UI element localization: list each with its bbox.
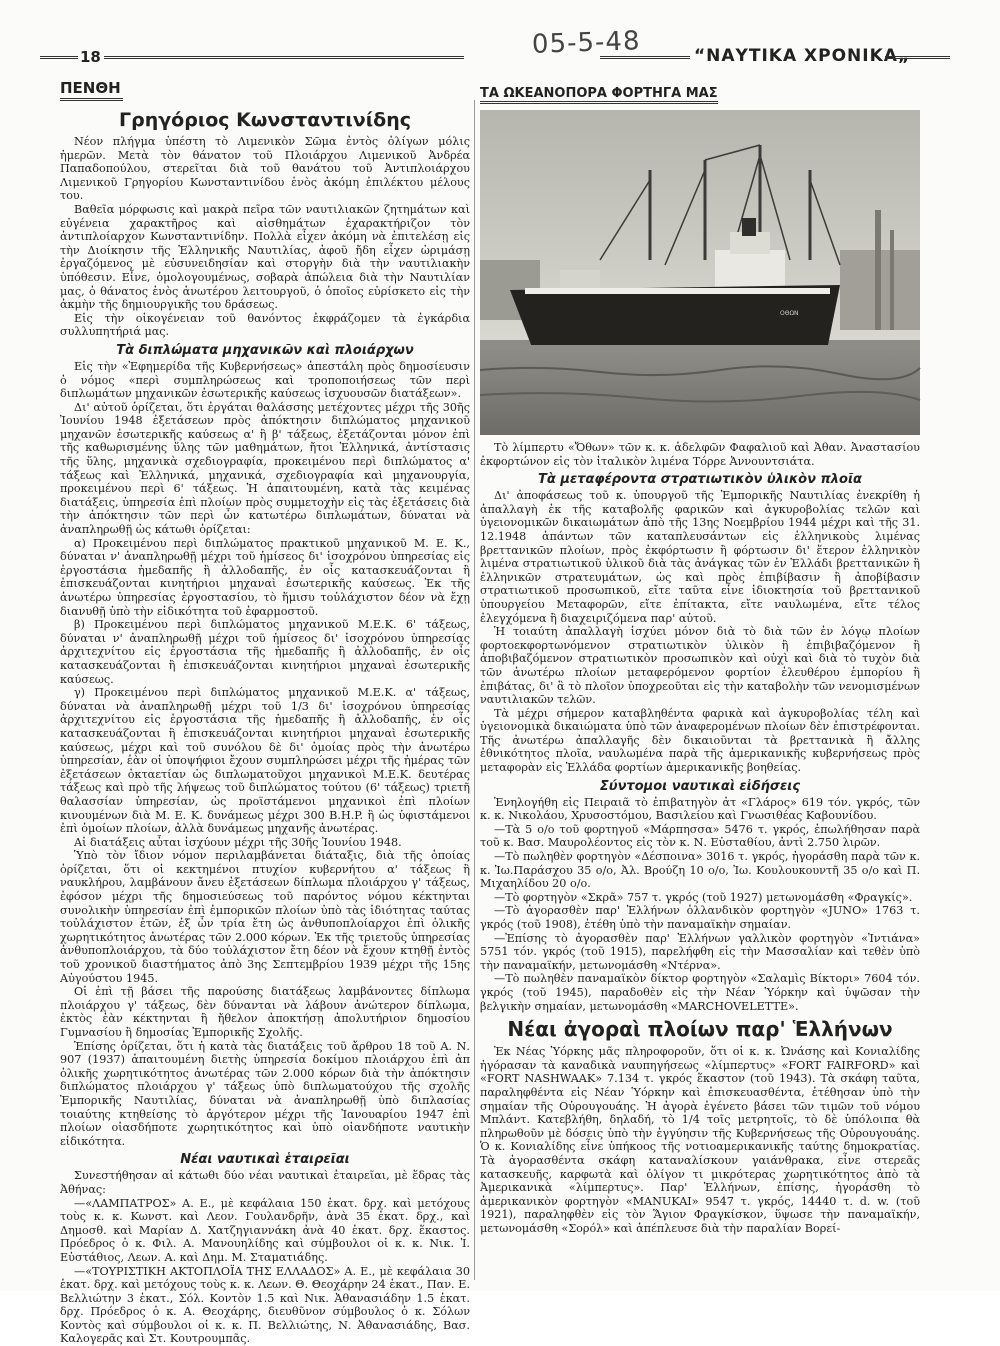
military-paragraph: Τὰ μέχρι σήμερον καταβληθέντα φαρικὰ καὶ ἀγκυροβολίας τέλη καὶ ὑγειονομικὰ δικαιώματα ὑπὸ τῶν ἀναφερομένων πλοίων δὲν ἐπιστρέφονται. Τῆς ἀνωτέρω ἀπαλλαγῆς δὲν δικαιοῦνται τὰ βρεττανικὰ ἢ ἄλλης ἐθνικότητος πλοῖα, ναυλωμένα παρὰ τῆς ἀμερικανικῆς κυβερνήσεως πρὸς μεταφορὰν εἰς Ἑλλάδα φορτίων ἀμερικανικῆς βοηθείας. xyxy=(480,707,920,775)
diplomas-paragraph: Οἱ ἐπὶ τῇ βάσει τῆς παρούσης διατάξεως λαμβάνοντες δίπλωμα πλοιάρχου γ' τάξεως, δὲν δύνανται νὰ λάβουν ἀνώτερον δίπλωμα, ἐκτὸς ἐὰν κέκτηνται ἢ ἤθελον ἀποκτήσῃ ἀπολυτήριον δημοσίου Γυμνασίου ἢ δημοσίας Ἐμπορικῆς Σχολῆς. xyxy=(60,985,470,1039)
companies-paragraph: —«ΤΟΥΡΙΣΤΙΚΗ ΑΚΤΟΠΛΟΪΑ ΤΗΣ ΕΛΛΑΔΟΣ» Α. Ε., μὲ κεφάλαια 30 ἑκατ. δρχ. καὶ μετόχους τοὺς κ. κ. Λεων. Θ. Θεοχάρην 24 ἑκατ., Παν. Ε. Βελλιώτην 3 ἑκατ., Σόλ. Κοντὸν 1.5 καὶ Νικ. Ἀθανασιάδην 1.5 ἑκατ. δρχ. Πρόεδρος ὁ κ. Α. Θεοχάρης, διευθῦνον σύμβουλος ὁ κ. Σόλων Κοντὸς καὶ σύμβουλοι οἱ κ. κ. Π. Βελλιώτης, Ν. Ἀθανασιάδης, Βασ. Καλογερᾶς καὶ Στ. Κουτρουμπᾶς. xyxy=(60,1265,470,1346)
diplomas-paragraph: Αἱ διατάξεις αὗται ἰσχύουν μέχρι τῆς 30ῆς Ἰουνίου 1948. xyxy=(60,836,470,850)
header-rule xyxy=(104,56,464,59)
diplomas-paragraph: Ὑπὸ τὸν ἴδιον νόμον περιλαμβάνεται διάταξις, διὰ τῆς ὁποίας ὁρίζεται, ὅτι οἱ κεκτημένοι πτυχίον κυβερνήτου α' τάξεως ἢ ναυκλήρου, λαμβάνουν ἄνευ ἐξετάσεων δίπλωμα πλοιάρχου γ' τάξεως, ἐφόσον μέχρι τῆς δημοσιεύσεως τοῦ παρόντος νόμου κέκτηνται συνολικὴν ὑπηρεσίαν ἐπὶ ἐμπορικῶν πλοίων ὑπὸ τὰς ἰδιότητας ταύτας τοὐλάχιστον ἐτῶν, ἐξ ὧν τρία ἔτη ὡς ἀνθυποπλοίαρχοι ἐπὶ ὁλικῆς χωρητικότητος ἀνωτέρας τῶν 2.000 κόρων. Ἐκ τῆς τριετοῦς ὑπηρεσίας ἀνθυποπλοιάρχου, τὰ δύο τοὐλάχιστον ἔτη δέον νὰ ἔχουν κτηθῇ ἐντὸς τοῦ χρονικοῦ διαστήματος ἀπὸ 3ης Σεπτεμβρίου 1939 μέχρι τῆς 15ης Αὐγούστου 1945. xyxy=(60,849,470,985)
liberty-ship-image xyxy=(480,110,920,435)
news-paragraph: —Ἐπίσης τὸ ἀγορασθὲν παρ' Ἑλλήνων γαλλικὸν φορτηγὸν «Ἰντιάνα» 5751 τόν. γκρός (τοῦ 1915), παρελήφθη εἰς τὴν Μασσαλίαν καὶ τεθὲν ὑπὸ τὴν παναμαϊκήν, μετωνομάσθη «Ντέρνα». xyxy=(480,932,920,973)
news-paragraph: —Τὸ πωληθὲν παναμαϊκὸν δίκτορ φορτηγὸν «Σαλαμὶς Βίκτορι» 7604 τόν. γκρός (τοῦ 1945), παραδοθὲν εἰς τὴν Νέαν Ὑόρκην καὶ ὑψῶσαν τὴν βελγικὴν σημαίαν, μετωνομάσθη «MARCHOVELETTE». xyxy=(480,972,920,1013)
left-column xyxy=(60,78,470,1278)
news-paragraph: —Τὸ φορτηγὸν «Σκρᾶ» 757 τ. γκρός (τοῦ 1927) μετωνομάσθη «Φραγκίς». xyxy=(480,891,920,905)
purchases-title: Νέαι ἀγοραὶ πλοίων παρ' Ἑλλήνων xyxy=(480,1017,920,1041)
hull-lettering: ΟΘΩΝ xyxy=(780,310,799,317)
section-tag-penthi: ΠΕΝΘΗ xyxy=(60,79,123,101)
obituary-paragraph: Βαθεῖα μόρφωσις καὶ μακρὰ πεῖρα τῶν ναυτιλιακῶν ζητημάτων καὶ εὐγένεια χαρακτῆρος καὶ αἰσθημάτων ἐχαρακτήριζον τὸν ἀντιπλοίαρχον Κωνσταντινίδην. Πολλὰ εἶχεν ἀκόμη νὰ ἐπιτελέσῃ εἰς τὴν Διοίκησιν τῆς Ἑλληνικῆς Ναυτιλίας, ἀφοῦ ἤδη εἶχεν ὡριμάσῃ ἐργαζόμενος μὲ εὐσυνειδησίαν καὶ στοργὴν διὰ τὴν ναυτιλιακὴν ὑπόθεσιν. Εἶνε, ὁμολογουμένως, σοβαρὰ ἀπώλεια διὰ τὴν Ναυτιλίαν μας, ὁ θάνατος ἑνὸς ἀνωτέρου λειτουργοῦ, ὁ ὁποῖος εὑρίσκετο εἰς τὴν ἀκμὴν τῆς δημιουργικῆς του δράσεως. xyxy=(60,203,470,312)
right-column xyxy=(480,82,920,1282)
purchases-paragraph: Ἐκ Νέας Ὑόρκης μᾶς πληροφοροῦν, ὅτι οἱ κ. κ. Ὠνάσης καὶ Κονιαλίδης ἠγόρασαν τὰ καναδικὰ ναυπηγήσεως «λίμπερτυς» «FORT FAIRFORD» καὶ «FORT NASHWAAK» 7.134 τ. γκρός ἕκαστον (τοῦ 1943). Τὰ σκάφη ταῦτα, παραληφθέντα εἰς Νέαν Ὑόρκην καὶ ἐπισκευασθέντα, ἐτέθησαν ὑπὸ τὴν σημαίαν τῆς Οὐρουγουάης. Ἡ ἀγορὰ ἐγένετο βάσει τῶν τιμῶν τοῦ νόμου Μπλάντ. Κατεβλήθη, δηλαδή, τὸ 1/4 τοῖς μετρητοῖς, τὸ δὲ ὑπόλοιπα θὰ πληρωθοῦν μὲ δόσεις ὑπὸ τὴν ἐγγύησιν τῆς Κυβερνήσεως τῆς Οὐρουγουάης. Ὁ κ. Κονιαλίδης εἶνε ὑπήκοος τῆς νοτιοαμερικανικῆς ταύτης δημοκρατίας. Τὰ ἀγορασθέντα σκάφη καταναλίσκουν γαιάνθρακα, εἶνε στερεᾶς κατασκευῆς, καρφωτὰ καὶ ὀλίγον τι μικρότερας χωρητικότητος ἀπὸ τὰ Ἀμερικανικὰ «λίμπερτυς». Παρ' Ἑλλήνων, ἐπίσης, ἠγοράσθη τὸ ἀμερικανικὸν φορτηγὸν «MANUKAI» 9547 τ. γκρός, 14440 τ. d. w. (τοῦ 1921), παραληφθὲν εἰς τὸν Ἅγιον Φραγκίσκον, ὕψωσε τὴν παναμαϊκήν, μετωνομάσθη «Σορόλ» καὶ ἀπέπλευσε διὰ τὴν παραλίαν Βορεί- xyxy=(480,1045,920,1235)
page-number: 18 xyxy=(80,48,101,66)
diplomas-paragraph: α) Προκειμένου περὶ διπλώματος πρακτικοῦ μηχανικοῦ Μ. Ε. Κ., δύναται ν' ἀναπληρωθῇ μέχρι τοῦ ἡμίσεος δι' ἰσοχρόνου ὑπηρεσίας εἰς ἐργοστάσια ἡμεδαπῆς ἢ ἀλλοδαπῆς, ἐν οἷς κατασκευάζονται ἢ ἐπισκευάζονται κινητήριοι μηχαναὶ ἐσωτερικῆς καύσεως. Ἐκ τῆς ἀνωτέρω ὑπηρεσίας ἐργοστασίου, τὸ ἥμισυ τοὐλάχιστον δέον νὰ ἔχῃ διανυθῇ ὑπὸ τὴν εἰδικότητα τοῦ ἐφαρμοστοῦ. xyxy=(60,537,470,619)
military-title: Τὰ μεταφέροντα στρατιωτικὸν ὑλικὸν πλοῖα xyxy=(480,472,920,487)
ship-photo xyxy=(480,110,920,435)
header-rule xyxy=(600,56,690,59)
column-divider xyxy=(474,100,475,1280)
companies-paragraph: —«ΛΑΜΠΑΤΡΟΣ» Α. Ε., μὲ κεφάλαια 150 ἑκατ. δρχ. καὶ μετόχους τοὺς κ. κ. Κωνστ. καὶ Λεον. Γουλανδρῆν, ἀνὰ 35 ἑκατ. δρχ., καὶ Δημοσθ. καὶ Μαρίαν Δ. Χατζηγιαννάκη ἀνὰ 40 ἑκατ. δρχ. ἕκαστος. Πρόεδρος ὁ κ. Φιλ. Α. Μανουηλίδης καὶ σύμβουλοι οἱ κ. κ. Νικ. Ἰ. Εὐστάθιος, Λεων. Α. καὶ Δημ. Μ. Σταματιάδης. xyxy=(60,1197,470,1265)
news-paragraph: —Τὸ ἀγορασθὲν παρ' Ἑλλήνων ὁλλανδικὸν φορτηγὸν «JUNO» 1763 τ. γκρός (τοῦ 1908), ἐτέθη ὑπὸ τὴν παναμαϊκὴν σημαίαν. xyxy=(480,904,920,931)
news-paragraph: —Τὸ πωληθὲν φορτηγὸν «Δέσποινα» 3016 τ. γκρός, ἠγοράσθη παρὰ τῶν κ. κ. Ἰω.Παράσχου 35 ο/ο, Ἀλ. Βρούζη 10 ο/ο, Ἰω. Κουλουκουντῆ 35 ο/ο καὶ Π. Μιχαηλίδου 20 ο/ο. xyxy=(480,850,920,891)
header-rule xyxy=(40,56,78,59)
obituary-paragraph: Εἰς τὴν οἰκογένειαν τοῦ θανόντος ἐκφράζομεν τὰ ἐγκάρδια συλλυπητήριά μας. xyxy=(60,312,470,339)
military-paragraph: Ἡ τοιαύτη ἀπαλλαγὴ ἰσχύει μόνον διὰ τὸ διὰ τῶν ἐν λόγῳ πλοίων φορτοεκφορτωνόμενον στρατιωτικὸν ὑλικὸν ἢ ἐπιβιβαζόμενον ἢ ἀποβιβαζόμενον στρατιωτικὸν προσωπικὸν καὶ οὐχὶ καὶ διὰ τὸ τυχὸν διὰ τῶν ἀνωτέρω πλοίων μεταφερόμενον φορτίον ἐλευθέρου ἐμπορίου ἢ ἐπιβάτας, δι' ἃ τὸ πλοῖον ὑποχρεοῦται εἰς τὴν καταβολὴν τῶν νενομισμένων ναυτιλιακῶν τελῶν. xyxy=(480,625,920,707)
companies-paragraph: Συνεστήθησαν αἱ κάτωθι δύο νέαι ναυτικαὶ ἑταιρεῖαι, μὲ ἕδρας τὰς Ἀθήνας: xyxy=(60,1169,470,1196)
news-paragraph: —Τὰ 5 ο/ο τοῦ φορτηγοῦ «Μάρπησσα» 5476 τ. γκρός, ἐπωλήθησαν παρὰ τοῦ κ. Βασ. Μαυρολέοντος εἰς τὸν κ. Ν. Εὐσταθίου, ἀντὶ 2.750 λιρῶν. xyxy=(480,823,920,850)
diplomas-paragraph: Δι' αὐτοῦ ὁρίζεται, ὅτι ἐργάται θαλάσσης μετέχοντες μέχρι τῆς 30ῆς Ἰουνίου 1948 ἐξετάσεων πρὸς ἀπόκτησιν διπλώματος μηχανικοῦ μηχανῶν ἐσωτερικῆς καύσεως α' ἢ β' τάξεως, ἐξετάζονται μόνον ἐπὶ τῆς καθωρισμένης ὕλης τῶν μαθημάτων, ἤτοι Ἑλληνικά, ἀντίστασις τῆς ὕλης, μηχανικὰ σχεδιογραφία, προκειμένου περὶ διπλώματος α' τάξεως καὶ Ἑλληνικά, μηχανικά, σχεδιογραφία καὶ μηχανουργία, προκειμένου περὶ 6' τάξεως. Ἡ ἀπαιτουμένη, κατὰ τὰς κειμένας διατάξεις, ὑπηρεσία ἐπὶ πλοίων πρὸς συμμετοχὴν εἰς τὰς ἐξετάσεις διὰ τὴν ἀπόκτησιν τῶν περὶ ὧν κατωτέρω διπλωμάτων, δύναται νὰ ἀναπληρωθῇ ὡς κάτωθι ὁρίζεται: xyxy=(60,401,470,537)
diplomas-title: Τὰ διπλώματα μηχανικῶν καὶ πλοιάρχων xyxy=(60,343,470,358)
news-title: Σύντομοι ναυτικαὶ εἰδήσεις xyxy=(480,779,920,794)
diplomas-paragraph: Εἰς τὴν «Ἐφημερίδα τῆς Κυβερνήσεως» ἀπεστάλη πρὸς δημοσίευσιν ὁ νόμος «περὶ συμπληρώσεως καὶ τροποποιήσεως τῶν περὶ διπλωμάτων μηχανικῶν ἐσωτερικῆς καύσεως ἰσχυουσῶν διατάξεων». xyxy=(60,360,470,401)
header-rule xyxy=(885,56,950,59)
page-header xyxy=(40,40,950,70)
handwritten-date: 05-5-48 xyxy=(532,26,641,60)
photo-caption: Τὸ λίμπερτυ «Ὄθων» τῶν κ. κ. ἀδελφῶν Φαφαλιοῦ καὶ Ἀθαν. Ἀναστασίου ἐκφορτώνον εἰς τὸν ἰταλικὸν λιμένα Τόρρε Ἀννουντσιάτα. xyxy=(480,441,920,468)
companies-title: Νέαι ναυτικαὶ ἑταιρεῖαι xyxy=(60,1152,470,1167)
military-paragraph: Δι' ἀποφάσεως τοῦ κ. ὑπουργοῦ τῆς Ἐμπορικῆς Ναυτιλίας ἐνεκρίθη ἡ ἀπαλλαγὴ ἐκ τῆς καταβολῆς φαρικῶν καὶ ἀγκυροβολίας τελῶν καὶ ὑγειονομικῶν δικαιωμάτων ἀπὸ τῆς 13ης Νοεμβρίου 1944 μέχρι καὶ τῆς 31. 12.1948 ἁπάντων τῶν καταπλευσάντων εἰς ἑλληνικοὺς λιμένας βρεττανικῶν πλοίων, πρὸς ἐκφόρτωσιν ἢ φόρτωσιν δι' ἕτερον ἑλληνικὸν λιμένα στρατιωτικοῦ ὑλικοῦ διὰ τὰς ἀνάγκας τῶν ἐν Ἑλλάδι βρεττανικῶν ἢ ἑλληνικῶν στρατευμάτων, ὡς καὶ πρὸς ἐπιβίβασιν ἢ ἀποβίβασιν στρατιωτικοῦ προσωπικοῦ, εἴτε ταῦτα εἶνε ἰδιοκτησία τοῦ βρεττανικοῦ ὑπουργείου Μεταφορῶν, εἴτε ἐπίτακτα, εἴτε ναυλωμένα, εἴτε τέλος ἐλεγχόμενα ἢ διαχειριζόμενα παρ' αὐτοῦ. xyxy=(480,489,920,625)
masthead: “ΝΑΥΤΙΚΑ ΧΡΟΝΙΚΑ„ xyxy=(694,46,910,66)
diplomas-paragraph: β) Προκειμένου περὶ διπλώματος μηχανικοῦ Μ.Ε.Κ. 6' τάξεως, δύναται ν' ἀναπληρωθῇ μέχρι τοῦ ἡμίσεος δι' ἰσοχρόνου ὑπηρεσίας ἀρχιτεχνίτου εἰς ἐργοστάσια τῆς ἡμεδαπῆς ἢ ἀλλοδαπῆς, ἐν οἷς κατασκευάζονται ἢ ἐπισκευάζονται κινητήριοι μηχαναὶ ἐσωτερικῆς καύσεως. xyxy=(60,618,470,686)
obituary-paragraph: Νέον πλήγμα ὑπέστη τὸ Λιμενικὸν Σῶμα ἐντὸς ὀλίγων μόλις ἡμερῶν. Μετὰ τὸν θάνατον τοῦ Πλοιάρχου Λιμενικοῦ Ἀνδρέα Παπαδοπούλου, στερεῖται διὰ τοῦ θανάτου τοῦ Ἀντιπλοιάρχου Λιμενικοῦ Γρηγορίου Κωνσταντινίδου ἑνὸς ἀκόμη ἐπιλέκτου μέλους του. xyxy=(60,135,470,203)
obituary-title: Γρηγόριος Κωνσταντινίδης xyxy=(60,109,470,131)
photo-section-title: ΤΑ ΩΚΕΑΝΟΠΟΡΑ ΦΟΡΤΗΓΑ ΜΑΣ xyxy=(480,86,718,104)
diplomas-paragraph: Ἐπίσης ὁρίζεται, ὅτι ἡ κατὰ τὰς διατάξεις τοῦ ἄρθρου 18 τοῦ Α. Ν. 907 (1937) ἀπαιτουμένη διετὴς ὑπηρεσία δοκίμου πλοιάρχου ἐπὶ ἀπ ὁλικῆς χωρητικότητος ἀνωτέρας τῶν 2.000 κόρων διὰ τὴν ἀπόκτησιν διπλώματος πλοιάρχου γ' τάξεως ὑπὸ διπλωματούχου τῆς σχολῆς Ἐμπορικῆς Ναυτιλίας, δύναται νὰ ἀναπληρωθῇ ὑπὸ διπλασίας τοιαύτης κτηθείσης τὸ ἀργότερον μέχρι τῆς Ἰανουαρίου 1947 ἐπὶ πλοίων οἱασδήποτε χωρητικότητος καὶ ὑπὸ οἱανδήποτε ναυτικὴν εἰδικότητα. xyxy=(60,1040,470,1149)
news-paragraph: Ἐνηλογήθη εἰς Πειραιᾶ τὸ ἐπιβατηγὸν ἀτ «Γλάρος» 619 τόν. γκρός, τῶν κ. κ. Νικολάου, Χρυσοστόμου, Βασιλείου καὶ Γνωσιθέας Καβουνίδου. xyxy=(480,796,920,823)
diplomas-paragraph: γ) Προκειμένου περὶ διπλώματος μηχανικοῦ Μ.Ε.Κ. α' τάξεως, δύναται νὰ ἀναπληρωθῇ μέχρι τοῦ 1/3 δι' ἰσοχρόνου ὑπηρεσίας ἀρχιτεχνίτου εἰς ἐργοστάσια τῆς ἡμεδαπῆς ἢ ἀλλοδαπῆς, ἐν οἷς κατασκευάζονται ἢ ἐπισκευάζονται κινητήριοι μηχαναὶ ἐσωτερικῆς καύσεως, μέχρι καὶ τοῦ συνόλου δὲ δι' ὁμοίας πρὸς τὴν ἀνωτέρω ὑπηρεσίαν, ἐὰν οἱ ὑποψήφιοι ἔχουν συμπληρώσει μέχρι τῆς ἡμέρας τῶν ἐξετάσεων ὀκταετίαν ὡς διπλωματοῦχοι μηχανικοὶ Μ.Ε.Κ. δευτέρας τάξεως καὶ πρὸ τῆς λήψεως τοῦ διπλώματος τούτου (6' τάξεως) τριετῆ θαλασσίαν ὑπηρεσίαν, ὡς προϊστάμενοι μηχανικοὶ ἐπὶ πλοίων κινουμένων διὰ Μ. Ε. Κ. δυνάμεως μέχρι 300 B.H.P. ἢ ὡς ὑφιστάμενοι ἐπὶ ὁμοίων πλοίων, ἀλλὰ δυνάμεως μηχανῆς ἀνωτέρας. xyxy=(60,686,470,836)
